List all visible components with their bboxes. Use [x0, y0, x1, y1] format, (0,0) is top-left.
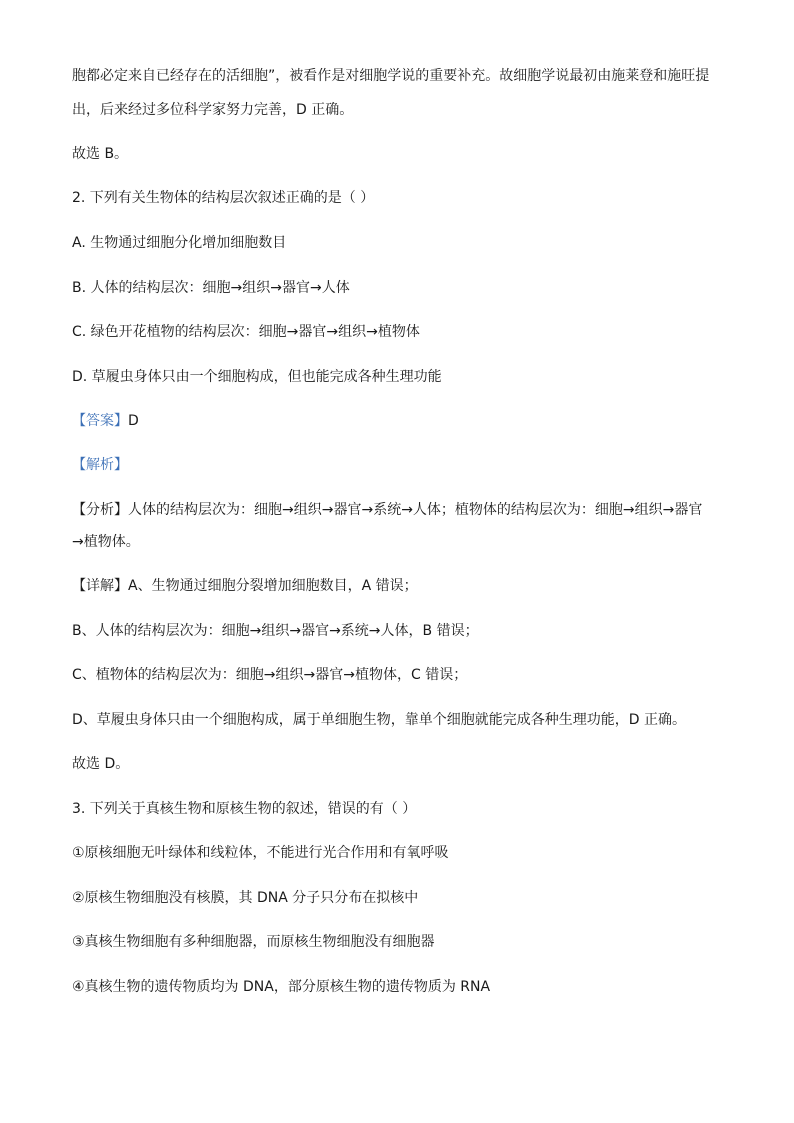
- question-3-stem: 3. 下列关于真核生物和原核生物的叙述，错误的有（ ）: [72, 801, 417, 817]
- option-b: B. 人体的结构层次：细胞→组织→器官→人体: [72, 280, 350, 296]
- fenxi-line: [72, 500, 722, 520]
- answer-value: D: [128, 413, 139, 429]
- xiangjie-tag: 【详解】: [72, 578, 128, 594]
- xiangjie-b: B、人体的结构层次为：细胞→组织→器官→系统→人体，B 错误；: [72, 623, 479, 639]
- fenxi-tag: 【分析】: [72, 502, 128, 518]
- choose-line: 故选 D。: [72, 756, 130, 772]
- option-d: D. 草履虫身体只由一个细胞构成，但也能完成各种生理功能: [72, 369, 442, 385]
- question-2-stem: 2. 下列有关生物体的结构层次叙述正确的是（ ）: [72, 190, 375, 206]
- statement-3: ③真核生物细胞有多种细胞器，而原核生物细胞没有细胞器: [72, 934, 435, 950]
- fenxi-line-2: →植物体。: [72, 534, 140, 550]
- xiangjie-line: [72, 576, 722, 596]
- fenxi-text: 人体的结构层次为：细胞→组织→器官→系统→人体；植物体的结构层次为：细胞→组织→器官: [128, 502, 703, 518]
- xiangjie-c: C、植物体的结构层次为：细胞→组织→器官→植物体，C 错误；: [72, 667, 468, 683]
- analysis-tag: 【解析】: [72, 457, 128, 473]
- paragraph-line: 胞都必定来自已经存在的活细胞”，被看作是对细胞学说的重要补充。故细胞学说最初由施莱登和施旺提: [72, 68, 710, 84]
- statement-2: ②原核生物细胞没有核膜，其 DNA 分子只分布在拟核中: [72, 890, 419, 906]
- choose-line: 故选 B。: [72, 146, 129, 162]
- option-c: C. 绿色开花植物的结构层次：细胞→器官→组织→植物体: [72, 324, 420, 340]
- paragraph-line: 出，后来经过多位科学家努力完善，D 正确。: [72, 102, 354, 118]
- statement-4: ④真核生物的遗传物质均为 DNA，部分原核生物的遗传物质为 RNA: [72, 979, 491, 995]
- answer-tag: 【答案】: [72, 413, 128, 429]
- xiangjie-a: A、生物通过细胞分裂增加细胞数目，A 错误；: [128, 578, 418, 594]
- xiangjie-d: D、草履虫身体只由一个细胞构成，属于单细胞生物，靠单个细胞就能完成各种生理功能，D 正确。: [72, 712, 687, 728]
- statement-1: ①原核细胞无叶绿体和线粒体，不能进行光合作用和有氧呼吸: [72, 845, 449, 861]
- answer-line: [72, 411, 722, 431]
- option-a: A. 生物通过细胞分化增加细胞数目: [72, 235, 287, 251]
